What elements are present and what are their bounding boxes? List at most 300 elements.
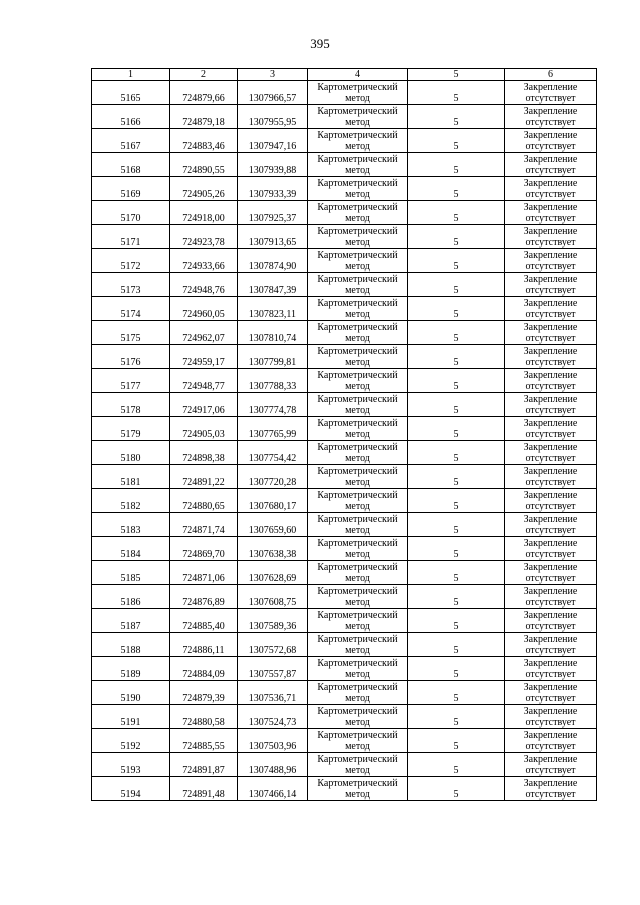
method-cell-line: Картометрический [317, 417, 398, 429]
table-row [92, 417, 597, 441]
fixing-cell [505, 417, 597, 441]
x-coordinate-cell: 724886,11 [170, 633, 238, 657]
point-number-cell: 5177 [92, 369, 170, 393]
fixing-cell-line: отсутствует [525, 764, 576, 776]
fixing-cell-line: отсутствует [525, 284, 576, 296]
accuracy-cell: 5 [408, 609, 505, 633]
x-coordinate-cell: 724891,48 [170, 777, 238, 801]
fixing-cell [505, 369, 597, 393]
accuracy-cell: 5 [408, 153, 505, 177]
table-row [92, 489, 597, 513]
x-coordinate-cell: 724918,00 [170, 201, 238, 225]
fixing-cell-line: Закрепление [523, 513, 578, 525]
point-number-cell: 5194 [92, 777, 170, 801]
method-cell-line: метод [345, 572, 370, 584]
x-coordinate-cell: 724891,22 [170, 465, 238, 489]
y-coordinate-cell: 1307955,95 [238, 105, 308, 129]
fixing-cell-line: Закрепление [523, 273, 578, 285]
point-number-cell: 5176 [92, 345, 170, 369]
y-coordinate-cell: 1307847,39 [238, 273, 308, 297]
method-cell-line: метод [345, 692, 370, 704]
fixing-cell-line: Закрепление [523, 657, 578, 669]
fixing-cell [505, 249, 597, 273]
x-coordinate-cell: 724905,26 [170, 177, 238, 201]
fixing-cell [505, 345, 597, 369]
fixing-cell-line: отсутствует [525, 692, 576, 704]
method-cell [308, 537, 408, 561]
table-row [92, 441, 597, 465]
method-cell [308, 393, 408, 417]
method-cell-line: метод [345, 284, 370, 296]
x-coordinate-cell: 724891,87 [170, 753, 238, 777]
method-cell-line: метод [345, 116, 370, 128]
accuracy-cell: 5 [408, 537, 505, 561]
fixing-cell [505, 513, 597, 537]
x-coordinate-cell: 724917,06 [170, 393, 238, 417]
point-number-cell: 5191 [92, 705, 170, 729]
accuracy-cell: 5 [408, 777, 505, 801]
table-row [92, 201, 597, 225]
point-number-cell: 5168 [92, 153, 170, 177]
table-row [92, 321, 597, 345]
x-coordinate-cell: 724933,66 [170, 249, 238, 273]
table-row [92, 105, 597, 129]
fixing-cell-line: отсутствует [525, 236, 576, 248]
method-cell [308, 705, 408, 729]
x-coordinate-cell: 724948,77 [170, 369, 238, 393]
y-coordinate-cell: 1307966,57 [238, 81, 308, 105]
x-coordinate-cell: 724884,09 [170, 657, 238, 681]
y-coordinate-cell: 1307680,17 [238, 489, 308, 513]
fixing-cell-line: Закрепление [523, 201, 578, 213]
method-cell-line: метод [345, 788, 370, 800]
method-cell-line: Картометрический [317, 489, 398, 501]
fixing-cell-line: Закрепление [523, 321, 578, 333]
method-cell-line: Картометрический [317, 729, 398, 741]
fixing-cell-line: Закрепление [523, 561, 578, 573]
y-coordinate-cell: 1307524,73 [238, 705, 308, 729]
fixing-cell [505, 225, 597, 249]
method-cell-line: метод [345, 236, 370, 248]
point-number-cell: 5179 [92, 417, 170, 441]
x-coordinate-cell: 724883,46 [170, 129, 238, 153]
fixing-cell-line: отсутствует [525, 716, 576, 728]
method-cell-line: метод [345, 356, 370, 368]
y-coordinate-cell: 1307466,14 [238, 777, 308, 801]
method-cell [308, 153, 408, 177]
header-col-1: 1 [92, 69, 170, 81]
method-cell-line: метод [345, 452, 370, 464]
method-cell [308, 345, 408, 369]
y-coordinate-cell: 1307638,38 [238, 537, 308, 561]
table-header [92, 69, 597, 81]
fixing-cell [505, 489, 597, 513]
fixing-cell [505, 609, 597, 633]
method-cell-line: Картометрический [317, 609, 398, 621]
fixing-cell-line: отсутствует [525, 620, 576, 632]
fixing-cell-line: отсутствует [525, 356, 576, 368]
method-cell-line: Картометрический [317, 681, 398, 693]
fixing-cell [505, 561, 597, 585]
fixing-cell [505, 201, 597, 225]
method-cell-line: Картометрический [317, 249, 398, 261]
method-cell-line: метод [345, 380, 370, 392]
table-header-row [92, 69, 597, 81]
fixing-cell-line: Закрепление [523, 177, 578, 189]
x-coordinate-cell: 724885,55 [170, 729, 238, 753]
fixing-cell-line: Закрепление [523, 681, 578, 693]
y-coordinate-cell: 1307810,74 [238, 321, 308, 345]
method-cell [308, 297, 408, 321]
accuracy-cell: 5 [408, 585, 505, 609]
fixing-cell [505, 633, 597, 657]
x-coordinate-cell: 724871,74 [170, 513, 238, 537]
accuracy-cell: 5 [408, 729, 505, 753]
fixing-cell-line: Закрепление [523, 441, 578, 453]
fixing-cell-line: Закрепление [523, 633, 578, 645]
point-number-cell: 5174 [92, 297, 170, 321]
method-cell-line: Картометрический [317, 441, 398, 453]
fixing-cell [505, 393, 597, 417]
method-cell-line: Картометрический [317, 129, 398, 141]
accuracy-cell: 5 [408, 489, 505, 513]
accuracy-cell: 5 [408, 393, 505, 417]
method-cell-line: Картометрический [317, 105, 398, 117]
point-number-cell: 5190 [92, 681, 170, 705]
method-cell [308, 561, 408, 585]
x-coordinate-cell: 724871,06 [170, 561, 238, 585]
x-coordinate-cell: 724948,76 [170, 273, 238, 297]
y-coordinate-cell: 1307488,96 [238, 753, 308, 777]
method-cell-line: Картометрический [317, 81, 398, 93]
fixing-cell-line: Закрепление [523, 249, 578, 261]
fixing-cell-line: отсутствует [525, 116, 576, 128]
point-number-cell: 5173 [92, 273, 170, 297]
accuracy-cell: 5 [408, 561, 505, 585]
point-number-cell: 5188 [92, 633, 170, 657]
method-cell [308, 489, 408, 513]
fixing-cell-line: отсутствует [525, 452, 576, 464]
accuracy-cell: 5 [408, 81, 505, 105]
fixing-cell-line: Закрепление [523, 489, 578, 501]
accuracy-cell: 5 [408, 633, 505, 657]
fixing-cell-line: Закрепление [523, 81, 578, 93]
fixing-cell [505, 441, 597, 465]
y-coordinate-cell: 1307628,69 [238, 561, 308, 585]
y-coordinate-cell: 1307788,33 [238, 369, 308, 393]
fixing-cell-line: Закрепление [523, 393, 578, 405]
method-cell [308, 513, 408, 537]
fixing-cell [505, 777, 597, 801]
fixing-cell-line: отсутствует [525, 404, 576, 416]
method-cell-line: метод [345, 404, 370, 416]
y-coordinate-cell: 1307939,88 [238, 153, 308, 177]
method-cell-line: метод [345, 644, 370, 656]
y-coordinate-cell: 1307874,90 [238, 249, 308, 273]
method-cell [308, 201, 408, 225]
fixing-cell [505, 681, 597, 705]
method-cell-line: метод [345, 332, 370, 344]
method-cell-line: Картометрический [317, 273, 398, 285]
x-coordinate-cell: 724890,55 [170, 153, 238, 177]
fixing-cell-line: Закрепление [523, 705, 578, 717]
method-cell-line: Картометрический [317, 753, 398, 765]
table-row [92, 81, 597, 105]
fixing-cell-line: отсутствует [525, 332, 576, 344]
fixing-cell-line: отсутствует [525, 596, 576, 608]
accuracy-cell: 5 [408, 201, 505, 225]
y-coordinate-cell: 1307557,87 [238, 657, 308, 681]
x-coordinate-cell: 724876,89 [170, 585, 238, 609]
method-cell [308, 225, 408, 249]
fixing-cell [505, 153, 597, 177]
table-row [92, 465, 597, 489]
method-cell-line: метод [345, 548, 370, 560]
point-number-cell: 5172 [92, 249, 170, 273]
table-row [92, 537, 597, 561]
method-cell-line: Картометрический [317, 561, 398, 573]
point-number-cell: 5185 [92, 561, 170, 585]
y-coordinate-cell: 1307933,39 [238, 177, 308, 201]
method-cell-line: Картометрический [317, 465, 398, 477]
fixing-cell [505, 657, 597, 681]
method-cell-line: метод [345, 260, 370, 272]
point-number-cell: 5170 [92, 201, 170, 225]
method-cell-line: Картометрический [317, 513, 398, 525]
y-coordinate-cell: 1307799,81 [238, 345, 308, 369]
y-coordinate-cell: 1307608,75 [238, 585, 308, 609]
fixing-cell-line: отсутствует [525, 212, 576, 224]
header-col-3: 3 [238, 69, 308, 81]
accuracy-cell: 5 [408, 177, 505, 201]
fixing-cell-line: Закрепление [523, 777, 578, 789]
fixing-cell-line: отсутствует [525, 260, 576, 272]
point-number-cell: 5193 [92, 753, 170, 777]
fixing-cell-line: Закрепление [523, 465, 578, 477]
table-row [92, 609, 597, 633]
method-cell-line: метод [345, 308, 370, 320]
fixing-cell [505, 129, 597, 153]
point-number-cell: 5187 [92, 609, 170, 633]
y-coordinate-cell: 1307754,42 [238, 441, 308, 465]
method-cell [308, 249, 408, 273]
x-coordinate-cell: 724905,03 [170, 417, 238, 441]
accuracy-cell: 5 [408, 657, 505, 681]
method-cell [308, 729, 408, 753]
fixing-cell-line: Закрепление [523, 129, 578, 141]
method-cell-line: метод [345, 92, 370, 104]
accuracy-cell: 5 [408, 297, 505, 321]
method-cell-line: метод [345, 620, 370, 632]
y-coordinate-cell: 1307659,60 [238, 513, 308, 537]
fixing-cell [505, 81, 597, 105]
method-cell-line: метод [345, 740, 370, 752]
x-coordinate-cell: 724880,65 [170, 489, 238, 513]
accuracy-cell: 5 [408, 105, 505, 129]
method-cell [308, 417, 408, 441]
table-row [92, 297, 597, 321]
x-coordinate-cell: 724879,39 [170, 681, 238, 705]
method-cell-line: Картометрический [317, 153, 398, 165]
accuracy-cell: 5 [408, 681, 505, 705]
fixing-cell-line: отсутствует [525, 164, 576, 176]
fixing-cell [505, 729, 597, 753]
method-cell-line: метод [345, 716, 370, 728]
method-cell [308, 273, 408, 297]
x-coordinate-cell: 724869,70 [170, 537, 238, 561]
y-coordinate-cell: 1307589,36 [238, 609, 308, 633]
y-coordinate-cell: 1307823,11 [238, 297, 308, 321]
table-row [92, 777, 597, 801]
method-cell [308, 633, 408, 657]
accuracy-cell: 5 [408, 321, 505, 345]
method-cell [308, 321, 408, 345]
fixing-cell-line: Закрепление [523, 729, 578, 741]
header-col-5: 5 [408, 69, 505, 81]
point-number-cell: 5192 [92, 729, 170, 753]
x-coordinate-cell: 724885,40 [170, 609, 238, 633]
method-cell-line: Картометрический [317, 393, 398, 405]
method-cell-line: Картометрический [317, 537, 398, 549]
method-cell-line: метод [345, 500, 370, 512]
fixing-cell-line: Закрепление [523, 753, 578, 765]
fixing-cell [505, 753, 597, 777]
point-number-cell: 5180 [92, 441, 170, 465]
fixing-cell-line: отсутствует [525, 428, 576, 440]
table-row [92, 753, 597, 777]
x-coordinate-cell: 724923,78 [170, 225, 238, 249]
table-row [92, 729, 597, 753]
y-coordinate-cell: 1307503,96 [238, 729, 308, 753]
fixing-cell-line: отсутствует [525, 524, 576, 536]
fixing-cell [505, 537, 597, 561]
fixing-cell-line: отсутствует [525, 500, 576, 512]
header-col-6: 6 [505, 69, 597, 81]
page-number: 395 [310, 36, 330, 51]
table-row [92, 705, 597, 729]
fixing-cell-line: отсутствует [525, 476, 576, 488]
method-cell-line: метод [345, 164, 370, 176]
method-cell-line: Картометрический [317, 633, 398, 645]
fixing-cell-line: Закрепление [523, 297, 578, 309]
x-coordinate-cell: 724960,05 [170, 297, 238, 321]
method-cell [308, 681, 408, 705]
point-number-cell: 5186 [92, 585, 170, 609]
point-number-cell: 5165 [92, 81, 170, 105]
coordinates-table [91, 68, 597, 801]
method-cell [308, 585, 408, 609]
fixing-cell-line: Закрепление [523, 345, 578, 357]
table-row [92, 177, 597, 201]
point-number-cell: 5167 [92, 129, 170, 153]
point-number-cell: 5178 [92, 393, 170, 417]
fixing-cell [505, 585, 597, 609]
point-number-cell: 5175 [92, 321, 170, 345]
y-coordinate-cell: 1307765,99 [238, 417, 308, 441]
point-number-cell: 5166 [92, 105, 170, 129]
fixing-cell-line: отсутствует [525, 788, 576, 800]
accuracy-cell: 5 [408, 225, 505, 249]
point-number-cell: 5182 [92, 489, 170, 513]
fixing-cell-line: Закрепление [523, 537, 578, 549]
method-cell-line: Картометрический [317, 345, 398, 357]
fixing-cell-line: отсутствует [525, 668, 576, 680]
table-row [92, 273, 597, 297]
table-row [92, 393, 597, 417]
fixing-cell-line: Закрепление [523, 105, 578, 117]
accuracy-cell: 5 [408, 513, 505, 537]
x-coordinate-cell: 724962,07 [170, 321, 238, 345]
point-number-cell: 5171 [92, 225, 170, 249]
method-cell-line: метод [345, 140, 370, 152]
accuracy-cell: 5 [408, 273, 505, 297]
fixing-cell-line: Закрепление [523, 609, 578, 621]
accuracy-cell: 5 [408, 369, 505, 393]
method-cell-line: Картометрический [317, 225, 398, 237]
fixing-cell-line: отсутствует [525, 548, 576, 560]
y-coordinate-cell: 1307774,78 [238, 393, 308, 417]
method-cell [308, 441, 408, 465]
header-col-2: 2 [170, 69, 238, 81]
fixing-cell-line: отсутствует [525, 380, 576, 392]
fixing-cell-line: отсутствует [525, 140, 576, 152]
method-cell-line: Картометрический [317, 177, 398, 189]
x-coordinate-cell: 724880,58 [170, 705, 238, 729]
table-row [92, 369, 597, 393]
method-cell [308, 105, 408, 129]
point-number-cell: 5181 [92, 465, 170, 489]
fixing-cell-line: отсутствует [525, 308, 576, 320]
method-cell [308, 753, 408, 777]
accuracy-cell: 5 [408, 249, 505, 273]
accuracy-cell: 5 [408, 753, 505, 777]
y-coordinate-cell: 1307536,71 [238, 681, 308, 705]
method-cell-line: Картометрический [317, 585, 398, 597]
method-cell-line: метод [345, 596, 370, 608]
fixing-cell-line: Закрепление [523, 153, 578, 165]
header-col-4: 4 [308, 69, 408, 81]
method-cell-line: Картометрический [317, 321, 398, 333]
accuracy-cell: 5 [408, 345, 505, 369]
fixing-cell [505, 465, 597, 489]
fixing-cell-line: Закрепление [523, 585, 578, 597]
fixing-cell [505, 705, 597, 729]
table-row [92, 585, 597, 609]
fixing-cell [505, 105, 597, 129]
table-row [92, 681, 597, 705]
method-cell-line: Картометрический [317, 705, 398, 717]
method-cell-line: метод [345, 212, 370, 224]
method-cell-line: Картометрический [317, 201, 398, 213]
point-number-cell: 5183 [92, 513, 170, 537]
fixing-cell-line: Закрепление [523, 225, 578, 237]
x-coordinate-cell: 724898,38 [170, 441, 238, 465]
table-row [92, 225, 597, 249]
y-coordinate-cell: 1307572,68 [238, 633, 308, 657]
method-cell-line: метод [345, 476, 370, 488]
accuracy-cell: 5 [408, 441, 505, 465]
fixing-cell-line: отсутствует [525, 572, 576, 584]
table-row [92, 153, 597, 177]
table-row [92, 345, 597, 369]
x-coordinate-cell: 724879,66 [170, 81, 238, 105]
method-cell-line: Картометрический [317, 777, 398, 789]
point-number-cell: 5169 [92, 177, 170, 201]
x-coordinate-cell: 724959,17 [170, 345, 238, 369]
fixing-cell-line: Закрепление [523, 417, 578, 429]
method-cell [308, 465, 408, 489]
accuracy-cell: 5 [408, 417, 505, 441]
